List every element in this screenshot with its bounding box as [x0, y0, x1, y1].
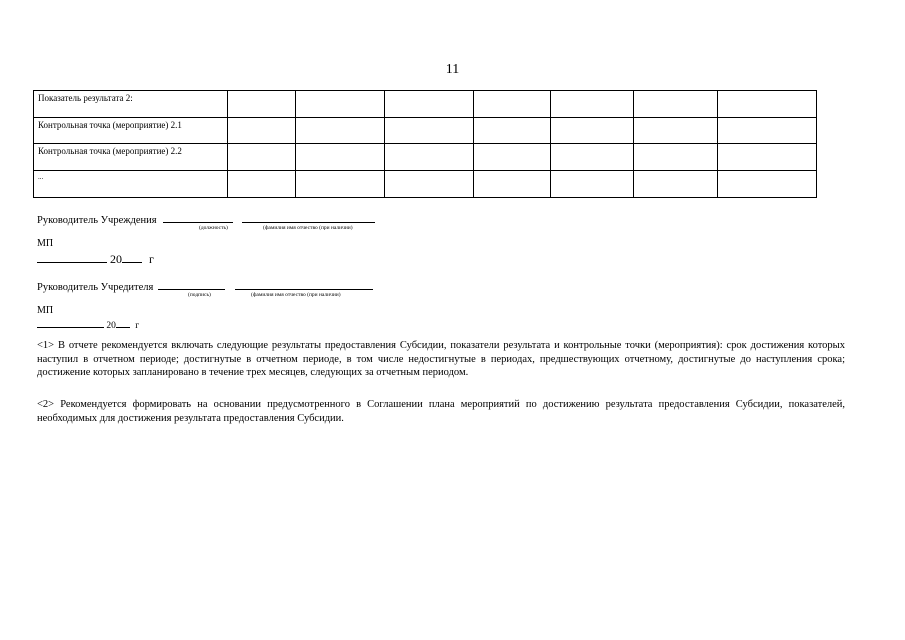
table-cell [474, 91, 551, 118]
date-blank [37, 318, 104, 328]
row-label: Контрольная точка (мероприятие) 2.1 [34, 118, 228, 144]
table-cell [718, 171, 817, 198]
signature-blank [158, 280, 225, 290]
table-row [34, 118, 817, 144]
page-number: 11 [445, 62, 460, 77]
table-cell [634, 144, 718, 171]
table-row [34, 144, 817, 171]
table-cell [551, 171, 634, 198]
table-cell [228, 144, 296, 171]
table-cell [228, 91, 296, 118]
table-cell [718, 118, 817, 144]
date-line-2 [37, 318, 139, 331]
table-cell [385, 91, 474, 118]
row-label: Показатель результата 2: [34, 91, 228, 118]
table-cell [296, 118, 385, 144]
table-cell [385, 144, 474, 171]
table-cell [634, 171, 718, 198]
row-label: ... [34, 171, 228, 198]
year-prefix: 20 [106, 321, 116, 331]
table-cell [551, 118, 634, 144]
table-cell [474, 144, 551, 171]
table-cell [634, 118, 718, 144]
table-cell [718, 144, 817, 171]
table-cell [228, 171, 296, 198]
position-blank [163, 213, 233, 223]
table-cell [296, 91, 385, 118]
table-cell [718, 91, 817, 118]
mp-stamp-label: МП [37, 305, 54, 316]
table-cell [551, 91, 634, 118]
table-cell [474, 171, 551, 198]
mp-stamp-label: МП [37, 238, 54, 249]
caption-name: (фамилия имя отчество (при наличии) [251, 292, 341, 298]
name-blank [242, 213, 375, 223]
caption-name: (фамилия имя отчество (при наличии) [263, 225, 353, 231]
caption-position: (должность) [199, 225, 228, 231]
table-cell [228, 118, 296, 144]
footnote-1: <1> В отчете рекомендуется включать следующие результаты предоставления Субсидии, показатели результата и контрольные точки (мероприятия): срок достижения которых наступил в отчетном периоде; достигнутые в отчетном периоде, в том числе недостигнутые в периодах, предшествующих отчетному, достигнутые до наступления срока; достижение которых запланировано в течение трех месяцев, следующих за отчетным периодом. [37, 340, 845, 379]
signature-head-label: Руководитель Учреждения [37, 215, 157, 226]
table-cell [296, 171, 385, 198]
table-cell [634, 91, 718, 118]
year-blank [122, 253, 142, 263]
row-label: Контрольная точка (мероприятие) 2.2 [34, 144, 228, 171]
table-cell [474, 118, 551, 144]
date-line-1 [37, 252, 154, 267]
table-cell [551, 144, 634, 171]
footnote-2: <2> Рекомендуется формировать на основании предусмотренного в Соглашении плана мероприятий по достижению результата предоставления Субсидии, показателей, необходимых для достижения результата предоставления Субсидии. [37, 399, 845, 424]
year-suffix: г [149, 252, 154, 266]
year-prefix: 20 [110, 252, 122, 266]
table-cell [296, 144, 385, 171]
caption-signature: (подпись) [188, 292, 211, 298]
year-suffix: г [135, 321, 140, 331]
year-blank [116, 318, 130, 328]
table-cell [385, 171, 474, 198]
table-row [34, 171, 817, 198]
table-cell [385, 118, 474, 144]
name-blank [235, 280, 373, 290]
report-table [33, 90, 817, 198]
table-row [34, 91, 817, 118]
date-blank [37, 253, 107, 263]
signature-founder-label: Руководитель Учредителя [37, 282, 154, 293]
